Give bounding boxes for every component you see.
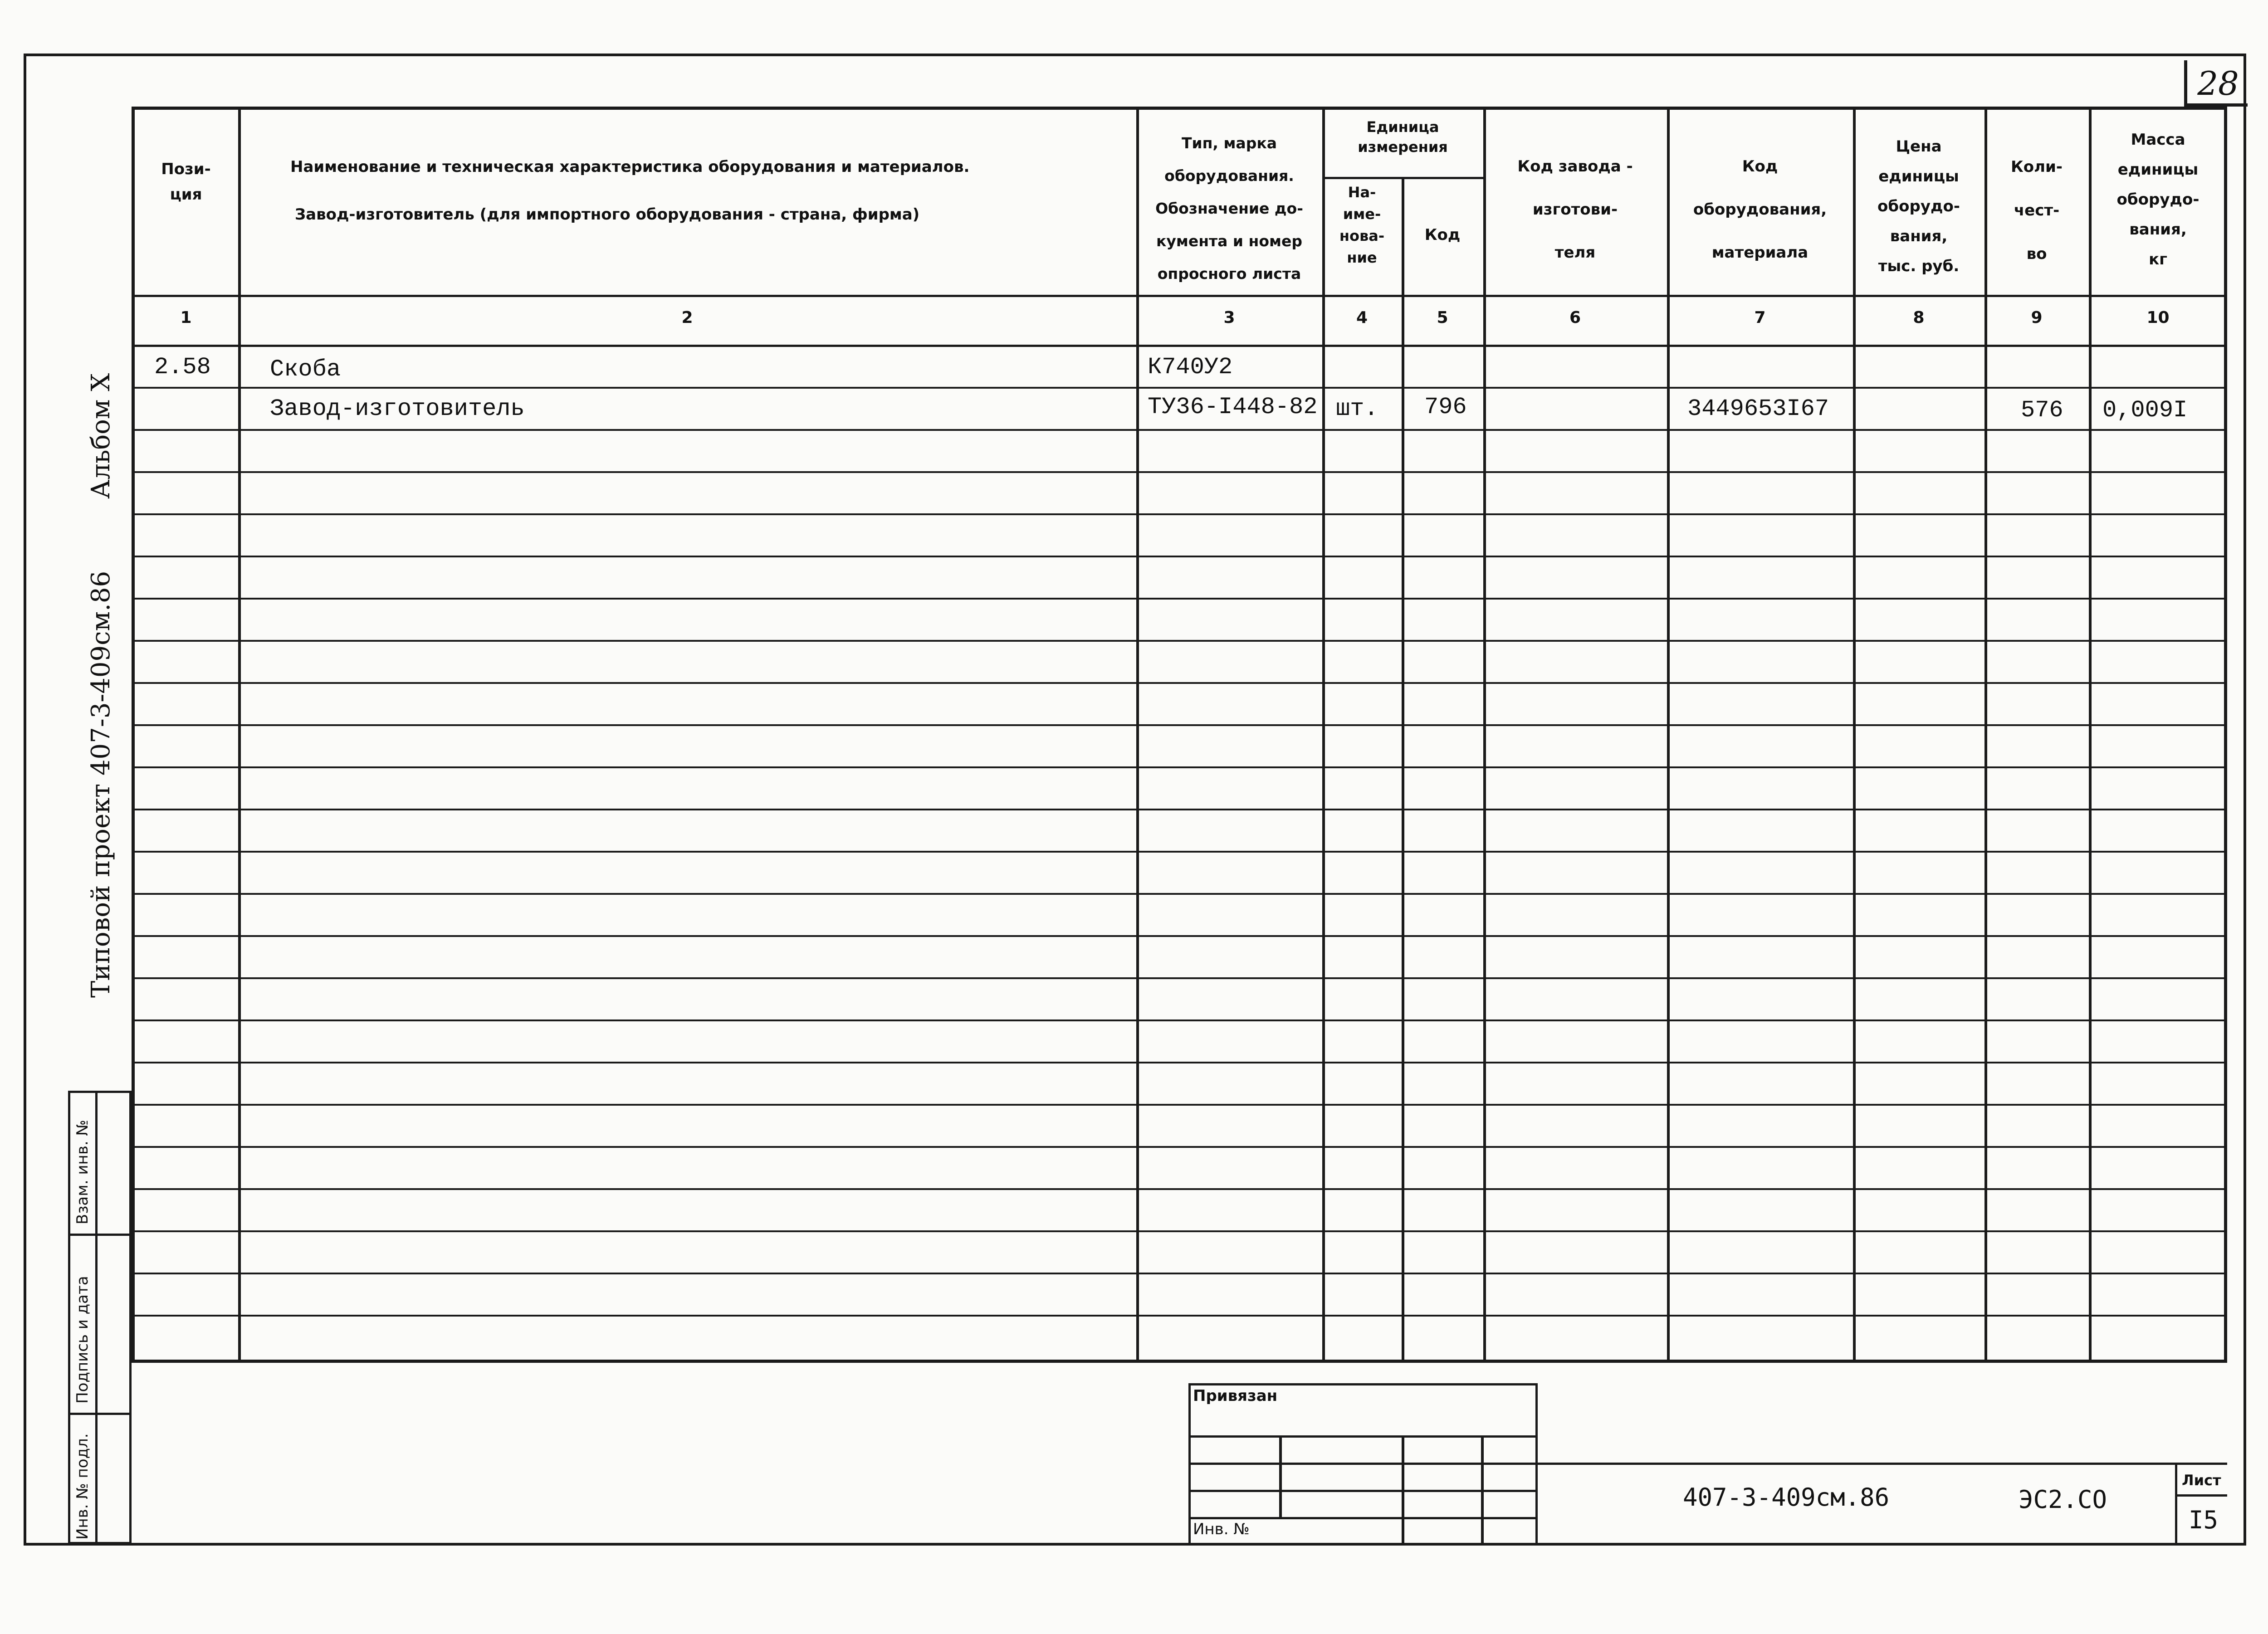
table-row-line (132, 1188, 2227, 1190)
doc-mark: ЭС2.СО (2019, 1485, 2107, 1514)
row1-position: 2.58 (154, 354, 211, 380)
row2-type: ТУ36-I448-82 (1148, 394, 1318, 420)
table-row-line (132, 598, 2227, 600)
stamp-divider (68, 1234, 132, 1236)
sheet-value: I5 (2189, 1506, 2219, 1534)
inv-label: Инв. № (1193, 1520, 1250, 1538)
col-number-7: 7 (1754, 308, 1766, 327)
row2-unit: шт. (1336, 395, 1378, 422)
doc-code: 407-3-409см.86 (1683, 1483, 1890, 1512)
header-bottom-line (132, 295, 2227, 297)
sheet-number: 28 (2197, 64, 2239, 102)
table-row-line (132, 1104, 2227, 1106)
table-row-line (132, 1315, 2227, 1317)
col-number-6: 6 (1569, 308, 1581, 327)
header-price: Цена единицы оборудо- вания, тыс. руб. (1877, 137, 1960, 275)
table-row-line (132, 935, 2227, 937)
table-row-line (132, 1062, 2227, 1063)
row2-mass: 0,009I (2102, 397, 2188, 424)
album-label: Альбом X (86, 373, 116, 499)
col-number-10: 10 (2146, 308, 2170, 327)
sheet-label: Лист (2182, 1472, 2221, 1489)
row2-unit-code: 796 (1424, 394, 1467, 420)
header-name-line2: Завод-изготовитель (для импортного оборудования - страна, фирма) (295, 205, 920, 224)
header-factory-code: Код завода - изготови- теля (1517, 157, 1633, 262)
header-quantity: Коли- чест- во (2011, 158, 2063, 263)
table-row-line (132, 1019, 2227, 1021)
header-name-line1: Наименование и техническая характеристика оборудования и материалов. (290, 158, 970, 176)
binding-line (1188, 1490, 1538, 1492)
col-number-3: 3 (1223, 308, 1235, 327)
col-number-4: 4 (1356, 308, 1368, 327)
table-row-line (132, 387, 2227, 389)
sheet-cell-line (2175, 1494, 2227, 1497)
row2-name: Завод-изготовитель (270, 395, 525, 422)
table-row-line (132, 851, 2227, 853)
row1-type: К740У2 (1148, 354, 1233, 380)
project-label: Типовой проект 407-3-409см.86 (86, 571, 116, 998)
table-row-line (132, 429, 2227, 431)
unit-group-line (1322, 177, 1483, 179)
table-row-line (132, 724, 2227, 726)
header-unit-name: На- име- нова- ние (1339, 184, 1385, 266)
table-row-line (132, 977, 2227, 979)
header-unit-group: Единица измерения (1358, 118, 1448, 156)
stamp-replace-inv: Взам. инв. № (73, 1120, 92, 1224)
row1-name: Скоба (270, 356, 341, 383)
table-row-line (132, 1230, 2227, 1232)
table-row-line (132, 513, 2227, 515)
header-mass: Масса единицы оборудо- вания, кг (2116, 131, 2200, 268)
stamp-orig-inv: Инв. № подл. (73, 1433, 92, 1540)
binding-line (1188, 1517, 1538, 1519)
col-line (1402, 177, 1404, 1363)
header-unit-code: Код (1424, 226, 1461, 244)
table-row-line (132, 1146, 2227, 1148)
table-row-line (132, 640, 2227, 642)
binding-col (1279, 1435, 1282, 1517)
title-block-top (1538, 1463, 2227, 1465)
binding-line (1188, 1463, 1538, 1465)
col-number-2: 2 (681, 308, 693, 327)
header-position: Пози- ция (161, 160, 211, 204)
col-number-9: 9 (2031, 308, 2043, 327)
column-numbers-line (132, 345, 2227, 347)
row2-equipment-code: 3449653I67 (1687, 395, 1829, 422)
header-equipment-code: Код оборудования, материала (1693, 157, 1827, 262)
table-row-line (132, 556, 2227, 557)
row2-quantity: 576 (2021, 397, 2063, 424)
header-type: Тип, марка оборудования. Обозначение до- кумента и номер опросного листа (1155, 134, 1303, 283)
binding-col (1402, 1435, 1404, 1546)
table-row-line (132, 893, 2227, 895)
binding-col (1481, 1435, 1484, 1546)
binding-label: Привязан (1193, 1387, 1278, 1405)
stamp-divider (68, 1413, 132, 1415)
stamp-sign-date: Подпись и дата (73, 1276, 92, 1404)
binding-line (1188, 1435, 1538, 1438)
table-row-line (132, 1273, 2227, 1274)
table-row-line (132, 682, 2227, 684)
col-number-1: 1 (180, 308, 192, 327)
col-number-8: 8 (1913, 308, 1925, 327)
table-row-line (132, 471, 2227, 473)
col-number-5: 5 (1437, 308, 1448, 327)
table-row-line (132, 809, 2227, 810)
table-row-line (132, 766, 2227, 768)
